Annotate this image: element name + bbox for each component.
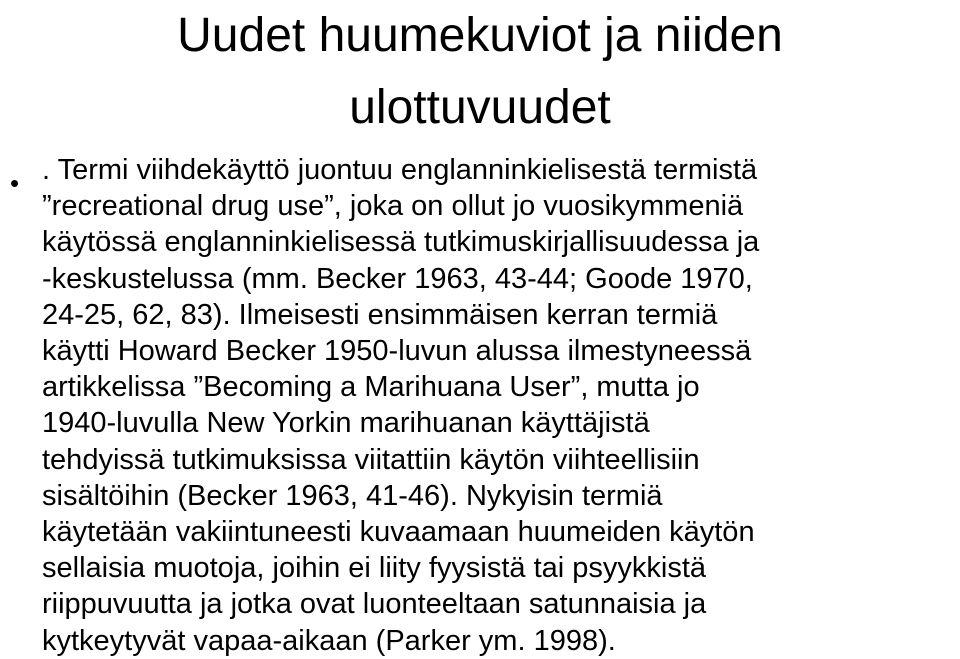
- slide-title-line: Uudet huumekuviot ja niiden: [177, 9, 783, 62]
- body-text-line: käytössä englanninkielisessä tutkimuskirjallisuudessa ja: [42, 226, 760, 259]
- body-text-line: 24-25, 62, 83). Ilmeisesti ensimmäisen kerran termiä: [42, 298, 718, 331]
- body-text-line: ”recreational drug use”, joka on ollut jo vuosikymmeniä: [42, 190, 744, 223]
- body-text-line: kytkeytyvät vapaa-aikaan (Parker ym. 1998).: [42, 624, 616, 657]
- body-text-line: sellaisia muotoja, joihin ei liity fyysistä tai psyykkistä: [42, 552, 707, 585]
- body-text-line: artikkelissa ”Becoming a Marihuana User”, mutta jo: [42, 371, 700, 404]
- body-text-line: -keskustelussa (mm. Becker 1963, 43-44; Goode 1970,: [42, 262, 753, 295]
- body-text-line: käytti Howard Becker 1950-luvun alussa ilmestyneessä: [42, 335, 752, 368]
- slide-title-line: ulottuvuudet: [349, 81, 611, 134]
- body-text-line: . Termi viihdekäyttö juontuu englanninkielisestä termistä: [42, 154, 758, 186]
- body-text-line: riippuvuutta ja jotka ovat luonteeltaan satunnaisia ja: [42, 588, 707, 621]
- body-text-line: tehdyissä tutkimuksissa viitattiin käytön viihteellisiin: [42, 443, 700, 476]
- body-text-line: sisältöihin (Becker 1963, 41-46). Nykyisin termiä: [42, 479, 663, 512]
- slide-title: [0, 0, 960, 144]
- bullet-point: •: [10, 168, 20, 198]
- body-text-line: käytetään vakiintuneesti kuvaamaan huumeiden käytön: [42, 516, 755, 549]
- body-paragraph: [42, 152, 957, 659]
- body-text-line: 1940-luvulla New Yorkin marihuanan käyttäjistä: [42, 407, 650, 440]
